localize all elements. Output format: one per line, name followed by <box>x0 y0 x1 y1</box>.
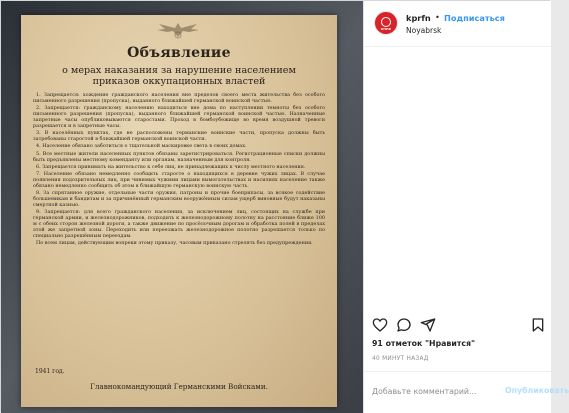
share-icon[interactable] <box>420 317 436 333</box>
post-photo[interactable] <box>1 1 363 413</box>
eagle-emblem-icon <box>153 19 203 41</box>
comment-input[interactable] <box>372 384 502 398</box>
comment-bar <box>364 371 569 413</box>
post-header <box>364 1 551 47</box>
bookmark-icon[interactable] <box>530 317 546 333</box>
document-paragraph: 3. В населённых пунктах, где не расположены германские воинские части, пропуска должны быть затребованы старостой в ближайшей германской воинской части. <box>33 130 325 143</box>
document-signature: Главнокомандующий Германскими Войсками. <box>90 382 268 391</box>
document-paragraph: 9. Запрещается: для всего гражданского населения, за исключением лиц, состоящих на службе при германской армии, и железнодорожников, подходить к железнодорожному полотну на расстояние ближе 100 м с обеих сторон железной дороги, а также движение по просёлочным дорогам и обработка полей в пределах этой же запретной зоны. Переходить или переезжать железнодорожное полотно разрешается только по специально разрешённым переездам. <box>33 209 325 240</box>
document-paragraph: 4. Население обязано заботиться о тщательной маскировке света в своих домах. <box>36 143 247 150</box>
document-subtitle: о мерах наказания за нарушение населением приказов оккупационных властей <box>62 65 296 87</box>
document-paragraph: 6. Запрещается принимать на жительство к себе лиц, не принадлежащих к числу местного населения. <box>36 163 306 170</box>
occupation-notice-document <box>21 15 337 407</box>
likes-count[interactable]: 91 отметок "Нравится" <box>372 339 476 348</box>
document-paragraph: 2. Запрещается: гражданскому населению находиться вне дома по наступлении темноты без особого письменного разрешения (пропуска), выданного ближайшей германской воинской частью. Назначенные запретные часы опубликовываются старостами. Проход в бомбоубежище во время воздушной тревоги разрешается и в запретные часы. <box>33 105 325 129</box>
document-paragraph: 1. Запрещается: хождение гражданского населения вне пределов своего места жительства без особого письменного разрешения (пропуска), выданного ближайшей германской воинской частью. <box>33 92 325 104</box>
avatar[interactable] <box>374 11 398 35</box>
document-paragraph: По всем лицам, действующим вопреки этому приказу, часовым приказано стрелять без предупреждения. <box>36 240 313 247</box>
document-paragraph: 8. За спрятанное оружие, отдельные части оружия, патроны и прочие боеприпасы, за всякое содействие большевикам и бандитам и за причинённый германским вооружённым силам ущерб виновные будут наказаны смертной казнью. <box>33 190 325 209</box>
document-paragraph: 7. Население обязано немедленно сообщить старосте о находящихся в деревне чужих лицах. В случае появления подозрительных лиц, при чинимых чужими лицами вымогательствах и насилиях население также обязано немедленно сообщить об этом в ближайшую германскую воинскую часть. <box>33 171 325 190</box>
heart-icon[interactable] <box>372 317 388 333</box>
document-title: Объявление <box>127 45 231 61</box>
separator-dot: • <box>435 12 440 22</box>
document-body <box>33 93 325 247</box>
document-year: 1941 год. <box>35 368 65 375</box>
publish-button[interactable]: Опубликовать <box>505 386 569 395</box>
post-timestamp[interactable]: 40 МИНУТ НАЗАД <box>372 356 429 362</box>
location-link[interactable]: Noyabrsk <box>406 26 442 35</box>
avatar-label: КПРФ <box>380 27 392 31</box>
follow-button[interactable]: Подписаться <box>444 13 505 23</box>
post-actions <box>364 313 552 337</box>
party-logo-icon <box>381 17 391 27</box>
post-sidebar <box>363 1 569 413</box>
username-link[interactable]: kprfn <box>406 13 431 23</box>
comment-icon[interactable] <box>396 317 412 333</box>
document-paragraph: 5. Все местные жители населенных пунктов обязаны зарегистрироваться. Регистрационные списки должны быть предъявлены местному коменданту или органам, назначенным для контроля. <box>33 150 325 163</box>
